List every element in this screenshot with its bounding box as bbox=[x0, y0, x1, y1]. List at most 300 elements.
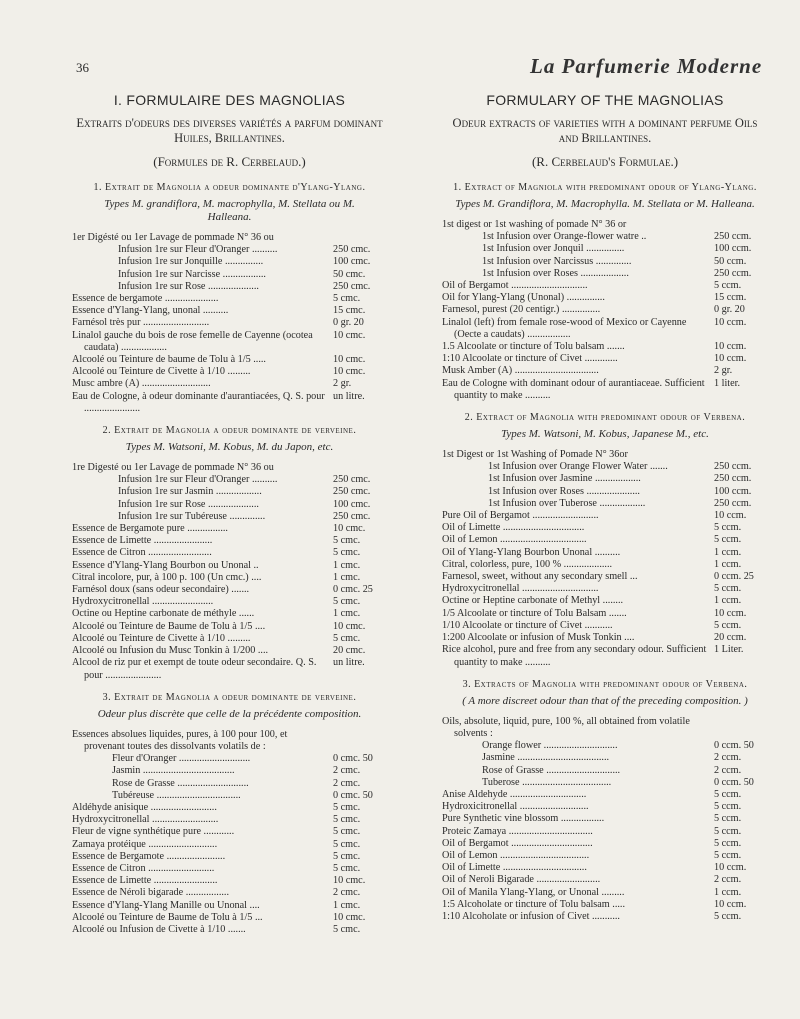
ingredient-name: Alcoolé ou Teinture de Baume de Tolu à 1/5 ... bbox=[72, 911, 263, 923]
ingredient-name: 1.5 Alcoolate or tincture of Tolu balsam ....... bbox=[442, 341, 625, 353]
ingredient-row bbox=[442, 620, 768, 632]
ingredient-name: Proteic Zamaya ................................. bbox=[442, 825, 593, 837]
ingredient-row bbox=[72, 474, 387, 486]
ingredient-quantity: 20 ccm. bbox=[714, 632, 747, 644]
ingredient-quantity: 10 cmc. bbox=[333, 523, 366, 535]
ingredient-quantity: 2 ccm. bbox=[714, 752, 742, 764]
ingredient-row bbox=[72, 330, 387, 354]
ingredient-name: Fleur de vigne synthétique pure ............ bbox=[72, 826, 235, 838]
ingredient-row bbox=[72, 814, 387, 826]
ingredient-row bbox=[442, 789, 768, 801]
ingredient-row bbox=[72, 499, 387, 511]
ingredient-row bbox=[442, 341, 768, 353]
ingredient-row bbox=[442, 522, 768, 534]
ingredient-quantity: 5 cmc. bbox=[333, 547, 361, 559]
ingredient-row bbox=[72, 765, 387, 777]
ingredient-row bbox=[442, 716, 768, 740]
ingredient-name: Essence de Limette ......................... bbox=[72, 875, 218, 887]
ingredient-list bbox=[72, 232, 387, 415]
ingredient-row bbox=[72, 924, 387, 936]
ingredient-quantity: 10 ccm. bbox=[714, 341, 747, 353]
ingredient-row bbox=[442, 304, 768, 316]
ingredient-row bbox=[442, 498, 768, 510]
section-types: Odeur plus discrète que celle de la précédente composition. bbox=[97, 707, 362, 720]
ingredient-quantity: 20 cmc. bbox=[333, 645, 366, 657]
ingredient-name: Essence de Citron .......................... bbox=[72, 862, 215, 874]
column-subtitle: Odeur extracts of varieties with a dominant perfume Oils and Brillantines. bbox=[452, 116, 758, 145]
ingredient-name: Oil of Neroli Bigarade ......................... bbox=[442, 874, 601, 886]
ingredient-name: Tuberose ................................... bbox=[482, 776, 612, 788]
ingredient-name: Infusion 1re sur Tubéreuse .............. bbox=[118, 510, 266, 522]
section-title: 1. Extract of Magniola with predominant odour of Ylang-Ylang. bbox=[453, 182, 757, 193]
ingredient-row bbox=[442, 219, 768, 231]
ingredient-row bbox=[442, 911, 768, 923]
ingredient-row bbox=[442, 887, 768, 899]
column-subtitle: Extraits d'odeurs des diverses variétés a parfum dominant Huiles, Brillantines. bbox=[76, 116, 383, 145]
ingredient-name: Infusion 1re sur Jasmin .................. bbox=[118, 486, 262, 498]
ingredient-quantity: 100 ccm. bbox=[714, 243, 752, 255]
ingredient-row bbox=[72, 608, 387, 620]
ingredient-row bbox=[442, 571, 768, 583]
ingredient-quantity: 1 cmc. bbox=[333, 559, 361, 571]
ingredient-name: Oil for Ylang-Ylang (Unonal) ............... bbox=[442, 292, 605, 304]
ingredient-name: Farnesol, purest (20 centigr.) ............... bbox=[442, 304, 601, 316]
ingredient-name: Alcoolé ou Teinture de Civette à 1/10 ......... bbox=[72, 632, 251, 644]
ingredient-quantity: 10 cmc. bbox=[333, 366, 366, 378]
ingredient-row bbox=[72, 354, 387, 366]
ingredient-quantity: 250 cmc. bbox=[333, 280, 371, 292]
ingredient-row bbox=[72, 584, 387, 596]
ingredient-quantity: 1 liter. bbox=[714, 377, 741, 389]
ingredient-name: Essences absolues liquides, pures, à 100 pour 100, et provenant toutes des dissolvants volatils de : bbox=[72, 728, 288, 752]
ingredient-row bbox=[72, 511, 387, 523]
ingredient-row bbox=[442, 740, 768, 752]
ingredient-name: Alcool de riz pur et exempt de toute odeur secondaire. Q. S. pour ...................... bbox=[72, 657, 317, 681]
ingredient-name: Oil of Limette ................................ bbox=[442, 522, 585, 534]
section-title: 3. Extrait de Magnolia a odeur dominante de verveine. bbox=[102, 691, 357, 703]
section-types: Types M. Watsoni, M. Kobus, M. du Japon, etc. bbox=[125, 441, 334, 454]
ingredient-quantity: 10 ccm. bbox=[714, 316, 747, 328]
ingredient-name: Jasmine .................................... bbox=[482, 752, 610, 764]
ingredient-name: 1st Infusion over Tuberose .................. bbox=[488, 497, 646, 509]
ingredient-quantity: 2 ccm. bbox=[714, 874, 742, 886]
ingredient-quantity: 0 gr. 20 bbox=[714, 304, 745, 316]
ingredient-row bbox=[442, 559, 768, 571]
ingredient-quantity: 5 ccm. bbox=[714, 825, 742, 837]
ingredient-row bbox=[442, 899, 768, 911]
ingredient-row bbox=[442, 486, 768, 498]
ingredient-row bbox=[72, 802, 387, 814]
ingredient-quantity: un litre. bbox=[333, 390, 365, 402]
formula-section bbox=[442, 412, 768, 669]
ingredient-row bbox=[442, 243, 768, 255]
ingredient-row bbox=[72, 293, 387, 305]
ingredient-name: Oil of Lemon .................................. bbox=[442, 534, 587, 546]
ingredient-name: Essence de Citron ......................... bbox=[72, 547, 212, 559]
ingredient-name: Eau de Cologne with dominant odour of aurantiaceae. Sufficient quantity to make .......... bbox=[442, 377, 705, 401]
ingredient-name: Infusion 1re sur Rose .................... bbox=[118, 280, 259, 292]
ingredient-quantity: 100 cmc. bbox=[333, 256, 371, 268]
ingredient-name: 1er Digésté ou 1er Lavage de pommade N° 36 ou bbox=[72, 232, 274, 243]
ingredient-name: Alcoolé ou Teinture de Baume de Tolu à 1/5 .... bbox=[72, 620, 266, 632]
ingredient-row bbox=[442, 547, 768, 559]
ingredient-quantity: 5 cmc. bbox=[333, 632, 361, 644]
ingredient-row bbox=[72, 305, 387, 317]
formula-section bbox=[442, 679, 768, 923]
ingredient-quantity: 2 ccm. bbox=[714, 764, 742, 776]
ingredient-name: Farnesol, sweet, without any secondary smell ... bbox=[442, 571, 638, 583]
ingredient-name: 1st Infusion over Roses ..................... bbox=[488, 485, 640, 497]
ingredient-row bbox=[72, 244, 387, 256]
ingredient-quantity: 1 ccm. bbox=[714, 558, 742, 570]
formula-section bbox=[72, 692, 387, 936]
section-title: 3. Extracts of Magnolia with predominant odour of Verbena. bbox=[462, 678, 748, 690]
ingredient-name: Musc ambre (A) ........................... bbox=[72, 378, 211, 390]
ingredient-quantity: 5 cmc. bbox=[333, 596, 361, 608]
ingredient-quantity: 250 cmc. bbox=[333, 486, 371, 498]
ingredient-row bbox=[72, 778, 387, 790]
ingredient-quantity: 250 cmc. bbox=[333, 474, 371, 486]
ingredient-quantity: 10 ccm. bbox=[714, 607, 747, 619]
formula-section bbox=[442, 182, 768, 402]
ingredient-row bbox=[442, 365, 768, 377]
ingredient-name: Linalol (left) from female rose-wood of Mexico or Cayenne (Oecte a caudats) ................. bbox=[442, 316, 687, 340]
ingredient-row bbox=[72, 863, 387, 875]
ingredient-quantity: 1 cmc. bbox=[333, 899, 361, 911]
ingredient-name: Hydroxycitronellal .......................... bbox=[72, 814, 219, 826]
ingredient-row bbox=[72, 572, 387, 584]
formula-section bbox=[72, 425, 387, 682]
ingredient-row bbox=[442, 510, 768, 522]
ingredient-quantity: 250 ccm. bbox=[714, 473, 752, 485]
ingredient-row bbox=[442, 473, 768, 485]
ingredient-quantity: 0 cmc. 50 bbox=[333, 789, 373, 801]
ingredient-quantity: 5 ccm. bbox=[714, 849, 742, 861]
formula-section bbox=[72, 182, 387, 415]
ingredient-name: Alcoolé ou Infusion de Civette à 1/10 ....... bbox=[72, 923, 246, 935]
ingredient-name: Oil of Lemon ................................... bbox=[442, 849, 590, 861]
ingredient-quantity: 2 cmc. bbox=[333, 777, 361, 789]
ingredient-row bbox=[72, 633, 387, 645]
ingredient-quantity: 5 cmc. bbox=[333, 923, 361, 935]
ingredient-quantity: 10 cmc. bbox=[333, 875, 366, 887]
ingredient-name: Linalol gauche du bois de rose femelle de Cayenne (ocotea caudata) .................. bbox=[72, 329, 313, 353]
ingredient-row bbox=[72, 378, 387, 390]
ingredient-row bbox=[442, 765, 768, 777]
ingredient-quantity: 10 cmc. bbox=[333, 620, 366, 632]
ingredient-row bbox=[442, 850, 768, 862]
ingredient-name: Zamaya protéique ........................... bbox=[72, 838, 218, 850]
ingredient-name: Infusion 1re sur Jonquille ............... bbox=[118, 256, 264, 268]
ingredient-quantity: 10 ccm. bbox=[714, 862, 747, 874]
ingredient-quantity: 2 cmc. bbox=[333, 887, 361, 899]
ingredient-name: 1st Infusion over Orange-flower watre .. bbox=[482, 231, 647, 243]
ingredient-row bbox=[442, 801, 768, 813]
ingredient-row bbox=[442, 777, 768, 789]
ingredient-name: 1st Infusion over Roses ................... bbox=[482, 267, 629, 279]
ingredient-quantity: 10 ccm. bbox=[714, 353, 747, 365]
ingredient-row bbox=[72, 839, 387, 851]
ingredient-quantity: 5 cmc. bbox=[333, 814, 361, 826]
ingredient-quantity: 10 cmc. bbox=[333, 354, 366, 366]
ingredient-row bbox=[72, 826, 387, 838]
column-authors: (Formules de R. Cerbelaud.) bbox=[153, 154, 306, 169]
ingredient-list bbox=[442, 219, 768, 402]
ingredient-name: 1st Infusion over Orange Flower Water ....... bbox=[488, 461, 668, 473]
ingredient-name: Infusion 1re sur Fleur d'Oranger .......... bbox=[118, 244, 278, 256]
ingredient-name: Orange flower ............................. bbox=[482, 740, 618, 752]
ingredient-quantity: 5 cmc. bbox=[333, 826, 361, 838]
ingredient-row bbox=[72, 912, 387, 924]
ingredient-name: 1:5 Alcoholate or tincture of Tolu balsam ..... bbox=[442, 898, 626, 910]
ingredient-row bbox=[72, 232, 387, 244]
ingredient-quantity: 2 gr. bbox=[333, 378, 352, 390]
ingredient-list bbox=[442, 449, 768, 669]
ingredient-name: Citral incolore, pur, à 100 p. 100 (Un cmc.) .... bbox=[72, 571, 262, 583]
ingredient-name: Oil of Bergamot ................................ bbox=[442, 837, 593, 849]
ingredient-name: Anise Aldehyde .............................. bbox=[442, 788, 587, 800]
ingredient-row bbox=[72, 269, 387, 281]
ingredient-row bbox=[72, 621, 387, 633]
column-title: I. FORMULAIRE DES MAGNOLIAS bbox=[113, 92, 346, 108]
ingredient-name: Alcoolé ou Teinture de baume de Tolu à 1/5 ..... bbox=[72, 354, 266, 366]
ingredient-name: Hydroxicitronellal ........................... bbox=[442, 801, 589, 813]
column-authors: (R. Cerbelaud's Formulae.) bbox=[531, 154, 679, 169]
ingredient-quantity: 1 ccm. bbox=[714, 595, 742, 607]
ingredient-name: 1st Digest or 1st Washing of Pomade N° 36or bbox=[442, 449, 628, 461]
ingredient-row bbox=[72, 851, 387, 863]
ingredient-quantity: 5 ccm. bbox=[714, 522, 742, 534]
section-title: 2. Extrait de Magnolia a odeur dominante de verveine. bbox=[102, 425, 357, 437]
ingredient-row bbox=[72, 657, 387, 681]
ingredient-name: Rose of Grasse ............................. bbox=[482, 764, 621, 776]
ingredient-name: Essence de Limette ....................... bbox=[72, 535, 213, 547]
ingredient-row bbox=[72, 900, 387, 912]
ingredient-row bbox=[72, 560, 387, 572]
ingredient-row bbox=[72, 535, 387, 547]
ingredient-row bbox=[442, 813, 768, 825]
ingredient-quantity: 1 ccm. bbox=[714, 886, 742, 898]
ingredient-name: Pure Synthetic vine blossom ................. bbox=[442, 813, 605, 825]
ingredient-quantity: 1 Liter. bbox=[714, 644, 744, 656]
ingredient-quantity: 10 ccm. bbox=[714, 898, 747, 910]
ingredient-quantity: 50 cmc. bbox=[333, 268, 366, 280]
ingredient-row bbox=[72, 547, 387, 559]
ingredient-quantity: 5 ccm. bbox=[714, 619, 742, 631]
ingredient-quantity: 0 gr. 20 bbox=[333, 317, 364, 329]
ingredient-quantity: 5 ccm. bbox=[714, 837, 742, 849]
ingredient-quantity: 0 ccm. 50 bbox=[714, 740, 754, 752]
section-title: 2. Extract of Magnolia with predominant odour of Verbena. bbox=[464, 412, 746, 424]
section-types: ( A more discreet odour than that of the preceding composition. ) bbox=[462, 694, 748, 707]
ingredient-quantity: 0 cmc. 25 bbox=[333, 584, 373, 596]
ingredient-name: Pure Oil of Bergamot .......................... bbox=[442, 510, 599, 522]
english-column bbox=[442, 92, 768, 933]
ingredient-name: 1:200 Alcoolate or infusion of Musk Tonkin .... bbox=[442, 632, 635, 644]
ingredient-name: Oil of Ylang-Ylang Bourbon Unonal .......... bbox=[442, 546, 621, 558]
ingredient-list bbox=[72, 462, 387, 682]
ingredient-row bbox=[442, 608, 768, 620]
ingredient-row bbox=[72, 486, 387, 498]
ingredient-quantity: 100 ccm. bbox=[714, 485, 752, 497]
ingredient-row bbox=[72, 462, 387, 474]
ingredient-name: Alcoolé ou Infusion du Musc Tonkin à 1/200 .... bbox=[72, 645, 269, 657]
ingredient-name: 1re Digesté ou 1er Lavage de pommade N° 36 ou bbox=[72, 462, 274, 474]
section-title: 1. Extrait de Magnolia a odeur dominante d'Ylang-Ylang. bbox=[93, 182, 366, 193]
ingredient-quantity: 15 ccm. bbox=[714, 292, 747, 304]
ingredient-list bbox=[72, 729, 387, 936]
ingredient-row bbox=[442, 632, 768, 644]
ingredient-quantity: 5 cmc. bbox=[333, 293, 361, 305]
column-title: FORMULARY OF THE MAGNOLIAS bbox=[486, 92, 724, 108]
ingredient-quantity: 10 cmc. bbox=[333, 329, 366, 341]
ingredient-row bbox=[72, 887, 387, 899]
ingredient-row bbox=[72, 281, 387, 293]
ingredient-quantity: 10 cmc. bbox=[333, 911, 366, 923]
ingredient-name: Infusion 1re sur Narcisse ................. bbox=[118, 268, 266, 280]
ingredient-name: Essence de bergamote ..................... bbox=[72, 293, 219, 305]
section-types: Types M. grandiflora, M. macrophylla, M. Stellata ou M. Halleana. bbox=[104, 198, 355, 223]
ingredient-row bbox=[72, 391, 387, 415]
ingredient-name: Tubéreuse ................................. bbox=[112, 789, 241, 801]
ingredient-name: Hydroxycitronellal .............................. bbox=[442, 583, 599, 595]
ingredient-name: Rose de Grasse ............................ bbox=[112, 777, 249, 789]
ingredient-row bbox=[442, 449, 768, 461]
ingredient-quantity: 1 cmc. bbox=[333, 571, 361, 583]
ingredient-quantity: 1 cmc. bbox=[333, 608, 361, 620]
ingredient-name: Farnésol très pur .......................... bbox=[72, 317, 210, 329]
ingredient-row bbox=[442, 874, 768, 886]
ingredient-name: Musk Amber (A) ................................. bbox=[442, 365, 599, 377]
ingredient-list bbox=[442, 716, 768, 923]
ingredient-quantity: un litre. bbox=[333, 657, 365, 669]
ingredient-quantity: 5 ccm. bbox=[714, 801, 742, 813]
ingredient-quantity: 5 ccm. bbox=[714, 910, 742, 922]
ingredient-name: Essence de Néroli bigarade ................. bbox=[72, 887, 230, 899]
ingredient-quantity: 250 cmc. bbox=[333, 244, 371, 256]
ingredient-name: 1st Infusion over Jonquil ............... bbox=[482, 243, 625, 255]
section-types: Types M. Watsoni, M. Kobus, Japanese M., etc. bbox=[501, 428, 709, 441]
ingredient-name: 1/10 Alcoolate or tincture of Civet ........... bbox=[442, 619, 613, 631]
ingredient-row bbox=[442, 280, 768, 292]
ingredient-quantity: 5 cmc. bbox=[333, 862, 361, 874]
ingredient-quantity: 250 cmc. bbox=[333, 510, 371, 522]
ingredient-name: Octine ou Heptine carbonate de méthyle ...... bbox=[72, 608, 255, 620]
page-number: 36 bbox=[76, 60, 89, 75]
ingredient-quantity: 5 cmc. bbox=[333, 838, 361, 850]
ingredient-name: Eau de Cologne, à odeur dominante d'aurantiacées, Q. S. pour ...................... bbox=[72, 390, 325, 414]
ingredient-quantity: 5 ccm. bbox=[714, 280, 742, 292]
ingredient-quantity: 50 ccm. bbox=[714, 255, 747, 267]
ingredient-name: Aldéhyde anisique .......................... bbox=[72, 801, 217, 813]
ingredient-row bbox=[72, 366, 387, 378]
ingredient-row bbox=[442, 862, 768, 874]
ingredient-name: Essence d'Ylang-Ylang Bourbon ou Unonal .. bbox=[72, 559, 259, 571]
ingredient-row bbox=[442, 353, 768, 365]
masthead-title: La Parfumerie Moderne bbox=[530, 54, 763, 78]
ingredient-row bbox=[442, 534, 768, 546]
ingredient-row bbox=[442, 595, 768, 607]
ingredient-row bbox=[442, 838, 768, 850]
ingredient-row bbox=[442, 826, 768, 838]
ingredient-quantity: 0 ccm. 50 bbox=[714, 776, 754, 788]
ingredient-name: Alcoolé ou Teinture de Civette à 1/10 ......... bbox=[72, 366, 251, 378]
ingredient-name: 1:10 Alcoolate or tincture of Civet ............. bbox=[442, 353, 618, 365]
ingredient-quantity: 250 ccm. bbox=[714, 497, 752, 509]
ingredient-quantity: 2 cmc. bbox=[333, 765, 361, 777]
french-column bbox=[72, 92, 387, 946]
ingredient-name: Oil of Manila Ylang-Ylang, or Unonal ......... bbox=[442, 886, 625, 898]
ingredient-quantity: 250 ccm. bbox=[714, 231, 752, 243]
ingredient-quantity: 250 ccm. bbox=[714, 461, 752, 473]
ingredient-row bbox=[72, 790, 387, 802]
ingredient-quantity: 0 ccm. 25 bbox=[714, 571, 754, 583]
ingredient-name: Essence de Bergamote ....................... bbox=[72, 850, 226, 862]
ingredient-row bbox=[442, 292, 768, 304]
ingredient-name: Infusion 1re sur Rose .................... bbox=[118, 498, 259, 510]
ingredient-quantity: 1 ccm. bbox=[714, 546, 742, 558]
ingredient-row bbox=[442, 583, 768, 595]
ingredient-quantity: 15 cmc. bbox=[333, 305, 366, 317]
ingredient-name: Essence de Bergamote pure ................ bbox=[72, 523, 228, 535]
ingredient-name: Citral, colorless, pure, 100 % ................... bbox=[442, 558, 613, 570]
ingredient-quantity: 250 ccm. bbox=[714, 267, 752, 279]
ingredient-row bbox=[442, 231, 768, 243]
ingredient-quantity: 5 ccm. bbox=[714, 583, 742, 595]
ingredient-quantity: 5 ccm. bbox=[714, 534, 742, 546]
ingredient-name: 1/5 Alcoolate or tincture of Tolu Balsam ....... bbox=[442, 607, 627, 619]
ingredient-row bbox=[72, 523, 387, 535]
ingredient-row bbox=[72, 317, 387, 329]
ingredient-row bbox=[442, 378, 768, 402]
ingredient-name: Octine or Heptine carbonate of Methyl ........ bbox=[442, 595, 624, 607]
ingredient-quantity: 5 cmc. bbox=[333, 535, 361, 547]
ingredient-row bbox=[442, 644, 768, 668]
ingredient-row bbox=[72, 875, 387, 887]
ingredient-name: Oils, absolute, liquid, pure, 100 %, all obtained from volatile solvents : bbox=[442, 715, 690, 739]
ingredient-row bbox=[72, 596, 387, 608]
ingredient-name: Essence d'Ylang-Ylang, unonal .......... bbox=[72, 305, 229, 317]
ingredient-quantity: 100 cmc. bbox=[333, 498, 371, 510]
ingredient-name: Hydroxycitronellal ........................ bbox=[72, 596, 214, 608]
ingredient-row bbox=[72, 645, 387, 657]
ingredient-row bbox=[442, 752, 768, 764]
ingredient-row bbox=[72, 256, 387, 268]
ingredient-row bbox=[442, 268, 768, 280]
ingredient-name: 1st Infusion over Jasmine .................. bbox=[488, 473, 641, 485]
ingredient-quantity: 5 ccm. bbox=[714, 813, 742, 825]
ingredient-row bbox=[442, 461, 768, 473]
ingredient-quantity: 5 cmc. bbox=[333, 801, 361, 813]
ingredient-row bbox=[442, 317, 768, 341]
ingredient-quantity: 0 cmc. 50 bbox=[333, 753, 373, 765]
ingredient-name: Essence d'Ylang-Ylang Manille ou Unonal .... bbox=[72, 899, 260, 911]
ingredient-row bbox=[72, 729, 387, 753]
ingredient-quantity: 2 gr. bbox=[714, 365, 733, 377]
ingredient-name: Fleur d'Oranger ............................ bbox=[112, 753, 251, 765]
ingredient-name: Oil of Limette ................................. bbox=[442, 862, 587, 874]
ingredient-name: Farnésol doux (sans odeur secondaire) ....... bbox=[72, 584, 250, 596]
ingredient-name: Rice alcohol, pure and free from any secondary odour. Sufficient quantity to make .......... bbox=[442, 644, 707, 668]
ingredient-name: 1st Infusion over Narcissus .............. bbox=[482, 255, 632, 267]
ingredient-name: 1st digest or 1st washing of pomade N° 36 or bbox=[442, 219, 627, 230]
ingredient-row bbox=[442, 256, 768, 268]
section-types: Types M. Grandiflora, M. Macrophylla. M. Stellata or M. Halleana. bbox=[455, 198, 755, 210]
ingredient-name: Jasmin .................................... bbox=[112, 765, 235, 777]
ingredient-name: 1:10 Alcoholate or infusion of Civet ........... bbox=[442, 910, 620, 922]
ingredient-name: Infusion 1re sur Fleur d'Oranger .......... bbox=[118, 474, 278, 486]
ingredient-row bbox=[72, 753, 387, 765]
